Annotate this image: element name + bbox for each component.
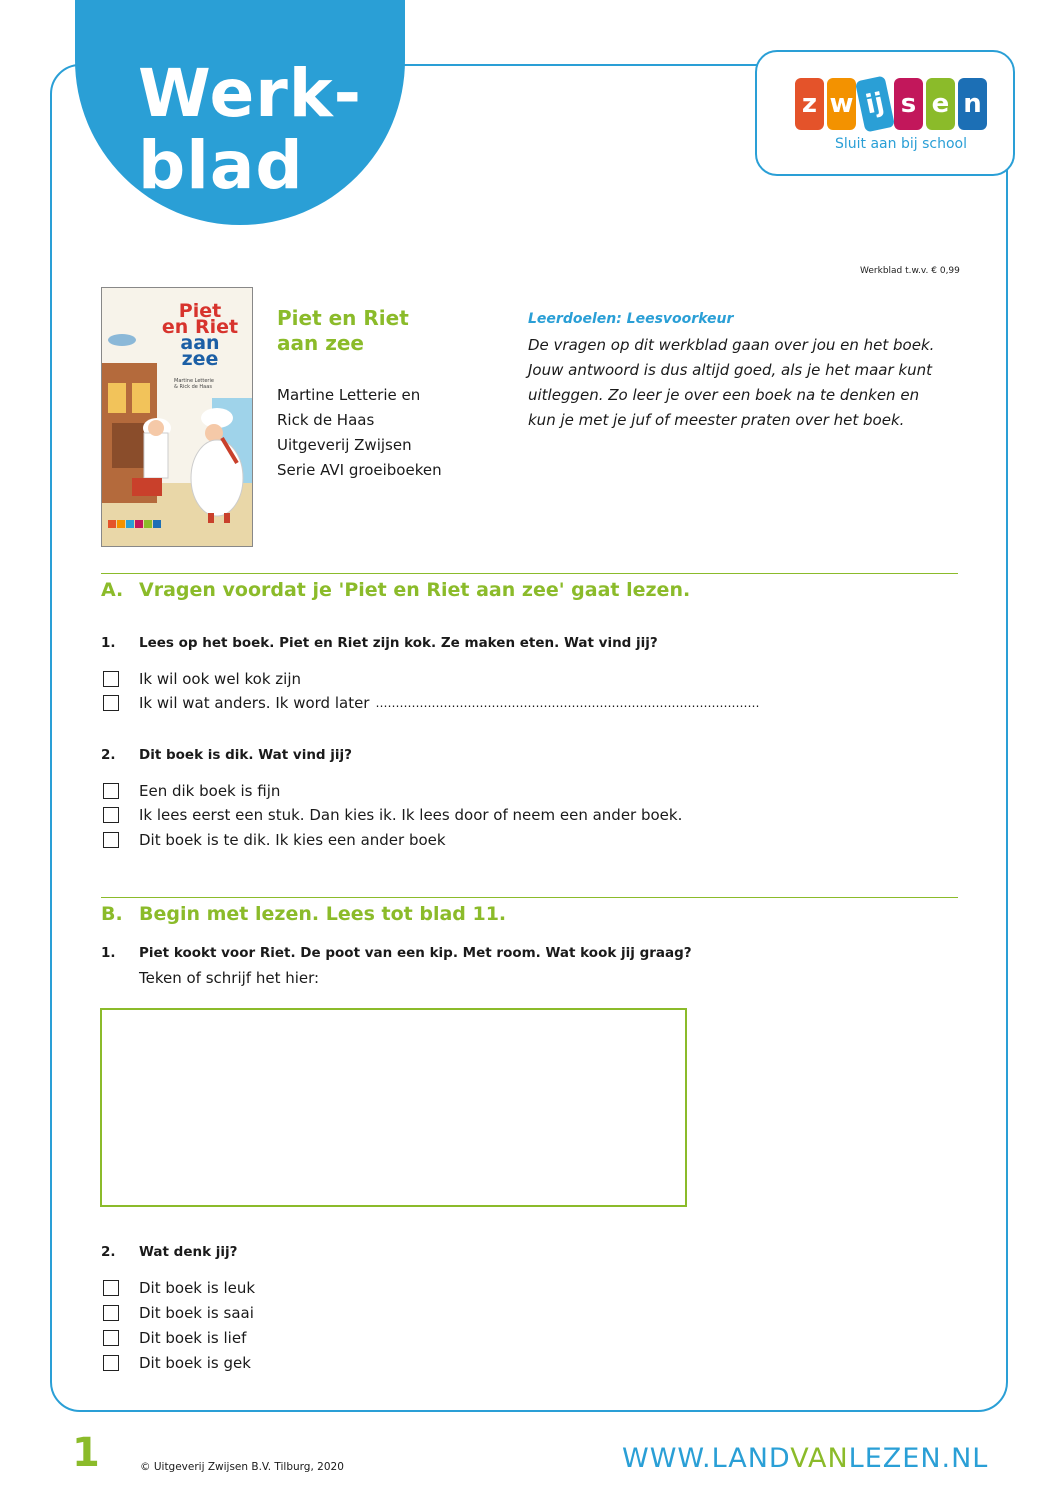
checkbox[interactable] — [103, 783, 119, 799]
checkbox[interactable] — [103, 832, 119, 848]
book-publisher: Uitgeverij Zwijsen — [277, 436, 412, 454]
question-a2: 2. Dit boek is dik. Wat vind jij? — [101, 747, 353, 763]
option-row: Ik wil wat anders. Ik word later …………………………………………………………………………………… — [103, 694, 759, 712]
drawing-area[interactable] — [100, 1008, 687, 1207]
option-row: Dit boek is lief — [103, 1329, 246, 1347]
question-b1-instruction: Teken of schrijf het hier: — [139, 969, 320, 987]
question-a1: 1. Lees op het boek. Piet en Riet zijn kok. Ze maken eten. Wat vind jij? — [101, 635, 658, 651]
checkbox[interactable] — [103, 1305, 119, 1321]
logo-tile: z — [795, 78, 824, 130]
section-b-heading: B. Begin met lezen. Lees tot blad 11. — [101, 903, 507, 925]
book-author-1: Martine Letterie en — [277, 386, 421, 404]
price-note: Werkblad t.w.v. € 0,99 — [860, 266, 960, 276]
book-title: Piet en Riet aan zee — [277, 306, 409, 355]
logo-tile: n — [958, 78, 987, 130]
checkbox[interactable] — [103, 807, 119, 823]
logo-tile: w — [827, 78, 856, 130]
option-row: Dit boek is saai — [103, 1304, 254, 1322]
learning-goal-text: De vragen op dit werkblad gaan over jou en het boek. Jouw antwoord is dus altijd goed, als je het maar kunt uitleggen. Zo leer je over een boek na te denken en kun je met je juf of meester praten over het boek. — [528, 336, 935, 429]
checkbox[interactable] — [103, 1280, 119, 1296]
option-row: Dit boek is te dik. Ik kies een ander boek — [103, 831, 446, 849]
question-b1: 1. Piet kookt voor Riet. De poot van een kip. Met room. Wat kook jij graag? — [101, 945, 692, 961]
logo-tagline: Sluit aan bij school — [835, 136, 967, 152]
logo-tile: ij — [855, 75, 895, 132]
question-b2: 2. Wat denk jij? — [101, 1244, 238, 1260]
section-divider — [101, 573, 958, 574]
option-row: Een dik boek is fijn — [103, 782, 280, 800]
page-number: 1 — [72, 1430, 100, 1476]
section-divider — [101, 897, 958, 898]
worksheet-title: Werk- blad — [138, 55, 363, 204]
option-row: Dit boek is leuk — [103, 1279, 255, 1297]
option-row: Ik lees eerst een stuk. Dan kies ik. Ik lees door of neem een ander boek. — [103, 806, 682, 824]
logo-tile: s — [894, 78, 923, 130]
book-series: Serie AVI groeiboeken — [277, 461, 442, 479]
answer-line[interactable]: …………………………………………………………………………………… — [375, 696, 760, 710]
copyright: © Uitgeverij Zwijsen B.V. Tilburg, 2020 — [140, 1461, 344, 1473]
logo-tile: e — [926, 78, 955, 130]
book-meta — [277, 383, 442, 483]
cover-authors: Martine Letterie & Rick de Haas — [174, 378, 214, 390]
checkbox[interactable] — [103, 1355, 119, 1371]
checkbox[interactable] — [103, 671, 119, 687]
option-row: Ik wil ook wel kok zijn — [103, 670, 301, 688]
option-row: Dit boek is gek — [103, 1354, 251, 1372]
checkbox[interactable] — [103, 1330, 119, 1346]
book-author-2: Rick de Haas — [277, 411, 375, 429]
checkbox[interactable] — [103, 695, 119, 711]
zwijsen-logo — [795, 78, 987, 130]
website-link[interactable]: WWW.LANDVANLEZEN.NL — [622, 1443, 989, 1474]
learning-goal-heading: Leerdoelen: Leesvoorkeur — [528, 311, 734, 327]
section-a-heading: A. Vragen voordat je 'Piet en Riet aan zee' gaat lezen. — [101, 579, 691, 601]
cover-title: Piet en Riet aan zee — [161, 300, 239, 370]
book-cover — [101, 287, 253, 547]
